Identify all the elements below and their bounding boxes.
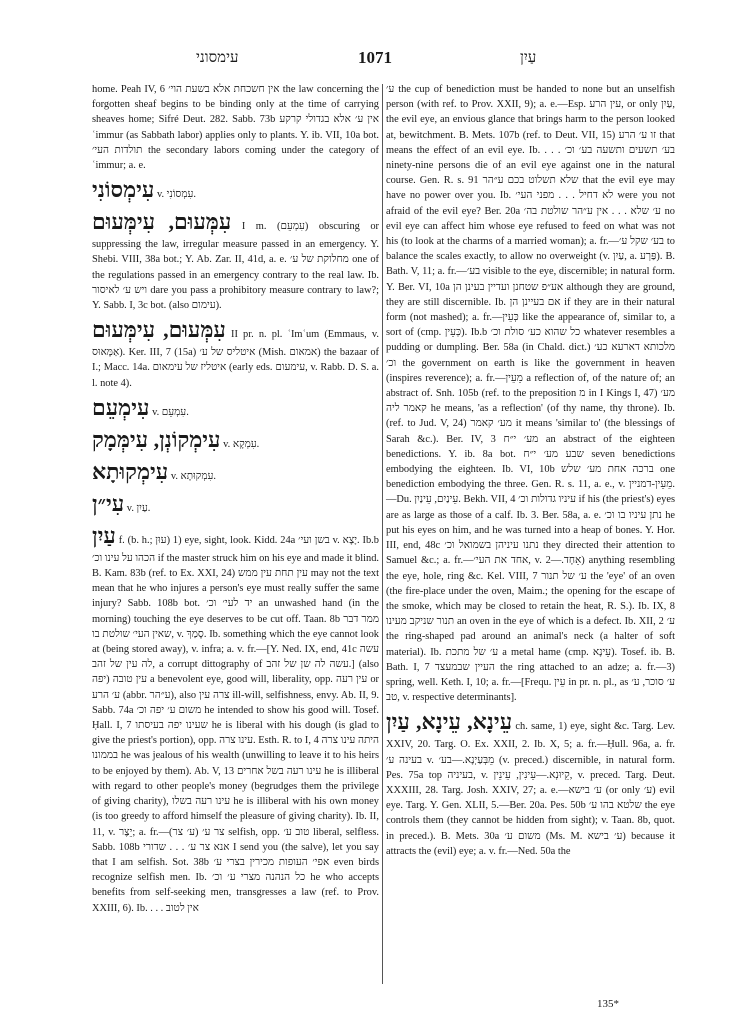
dictionary-entry (92, 175, 379, 205)
entry-text: ch. same, 1) eye, sight &c. Targ. Lev. XXIV, 20. Targ. O. Ex. XXII, 2. Ib. X, 5; a. fr.—Ḥull. 96a, a. fr. בעינה ע׳ v. מֵבְּעַיְנָא.—בע׳ (v. preced.) discernible, in natural form. Pes. 75a top בעיניה, v. קֵיוּנְא.—עֵינִין, עֵינֵין, v. preced. Targ. Deut. XXXIII, 28. Targ. Josh. XXIV, 27; a. e.—ע׳ בישא (or only ע׳) evil eye. Targ. Y. Gen. XLII, 5.—Ber. 20a. Pes. 50b שלטא בהו ע׳ the eye controls them (they cannot be hidden from sight); v. Taan. 8b, quot. in preced.). B. Mets. 30a משום ע׳ (Ms. M. ע׳ בישא) because it attracts the (evil) eye; a. v. fr.—Ned. 50a the (386, 721, 676, 857)
running-head-left: עימסוני (196, 50, 239, 66)
entry-text: v. עִמְקוּתָא. (170, 470, 216, 482)
headword: עִמְּעוּם, עִימְּעוּם (92, 209, 232, 235)
headword: עַיִן (92, 522, 116, 548)
dictionary-entry (92, 521, 379, 916)
page-number: 1071 (358, 48, 392, 67)
headword: עִימְעֵם (92, 394, 150, 420)
entry-continuation (386, 82, 675, 705)
dictionary-entry (92, 207, 379, 313)
left-column (92, 82, 379, 918)
entry-text: v. עִמְעֵם. (152, 406, 189, 418)
running-head-right: עַיִן (520, 50, 537, 66)
column-divider (382, 84, 383, 984)
dictionary-entry (92, 315, 379, 391)
dictionary-entry (92, 489, 379, 519)
entry-text: v. עִמְסוֹנִי. (156, 189, 196, 201)
headword: עִימְקוֹנְן, עִימְּמָק (92, 426, 221, 452)
headword: עִי״ן (92, 490, 125, 516)
entry-text: ע׳ the cup of benediction must be handed to none but an unselfish person (with ref. to Prov. XXII, 9); a. e.—Esp. עין הרע, or only עַיִן, the evil eye, an envious glance that brings harm to the person looked at, bewitchment. B. Mets. 107b (ref. to Deut. VII, 15) זו ע׳ הרע that means the effect of an evil eye. Ib. . . . בע׳ תשעים ותשעה בע׳ וכ׳ ninety-nine persons die of an evil eye against one in the natural course. Gen. R. s. 91 שלא תשלוט בכם ע״הר that the evil eye may have no power over you. Ib. לא דחיל . . . מפני העי׳ were you not afraid of the evil eye? Ber. 20a ע׳ שלא . . . אין ע״הר שולטת בה׳ no evil eye can affect him whose eye refused to feed on what was not his (to look at the charms of a married woman); a. fr.—בע׳ שקל ע׳ to balance the scales exactly, to allow no overweight (v. עַיִן, a. פַּרְע). B. Bath. V, 11; a. fr.—בע׳ visible to the eye, discernible; in natural form. Y. Ber. VI, 10a אע״פ שטחנן ועדיין בעינן הן although they are ground, they are still discernible. Ib. אם בעיינן הן if they are in their natural form (not mashed); a. fr.—כְּעֵין like the appearance of, similar to, a sort of (cmp. כְּעֵין). Ib.b כל שהוא כע׳ סולת וכ׳ whatever resembles a pudding or dumpling. Ber. 58a (in Chald. dict.) מלכותא דארעא כע׳ וכ׳ the government on earth is like the government in heaven (inspires reverence); a. fr.—מֵעֵין a reflection of, of the nature of; an abstract of. Snh. 105b (ref. to the preposition מ in I Kings I, 47) מע׳ קאמר ליה he means, 'as a reflection' (of thy name, thy throne). Ib. (ref. to Jud. V, 24) מע׳ קאמר it means 'similar to' (the blessings of Sarah &c.). Ber. IV, 3 מע׳ י״ח an abstract of the eighteen benedictions. Y. ib. 8a bot. שבע מע׳ י״ח seven benedictions embodying the eighteen. Ib. VI, 10b ברכה אחת מע׳ שלש one benediction embodying the three. Gen. R. s. 11, a. e., v. מֵעֵין-דמניין.—Du. עֵינַיִם, עֵינַיִן. Bekh. VII, 4 עיניו גדולות וכ׳ if his (the priest's) eyes are as large as those of a calf. Ib. 3. Ber. 58a, a. e. נתן עיניו בו וכ׳ he put his eyes on him, and he was turned into a heap of bones. Y. Hor. III, end, 48c נתנו עיניהן בשמואל וכ׳ they directed their attention to Samuel &c.; a. fr.—אחד את העי׳, v. אֵחָד.—2) anything resembling the eye, hole, ring &c. Kel. VIII, 7 ע׳ של תנור the 'eye' of an oven (the fire-place under the oven, Maim.; the opening for the escape of the smoke, which may be closed to retain the heat, R. S.). Ib. IX, 8 תנור שניקב מעינו an oven in the eye of which is a defect. Ib. XII, 2 ע׳ the ring-shaped pad around an animal's neck (a halter of soft material). Ib. ע׳ של מתכת a metal hame (cmp. עֵינָא). Tosef. ib. B. Bath. I, 7 העיין שבמעצד the ring attached to an adze; a. fr.—3) spring, well. Keth. I, 10; a. fr.—[Frequ. עֵין in pr. n. pl., as ע׳ סוכר, ע׳ טב, v. respective determinants]. (386, 84, 676, 704)
signature-mark: 135* (597, 998, 619, 1010)
entry-text: I m. (עִמְעֵם) obscuring or suppressing the law, irregular measure passed in an emergency. Y. Shebi. VIII, 38a bot.; Y. Ab. Zar. II, 41d, a. e. מחלוקת של ע׳ one of the regulations passed in an emergency contrary to the real law. Ib. ויש ע׳ לאיסור dare you pass a prohibitory measure contrary to law?; Y. Sabb. I, 3c bot. (also עימום). (92, 221, 380, 312)
entry-text: v. עִמְקָא. (223, 438, 260, 450)
headword: עֵינָא, עֵינָא, עַיִן (386, 709, 513, 735)
entry-continuation (92, 82, 379, 173)
page-header (0, 48, 750, 74)
entry-text: v. עַיִן. (126, 502, 151, 514)
entry-text: II pr. n. pl. ʿImʿum (Emmaus, v. אַמָּאוּס). Ker. III, 7 (15a) איטליס של ע׳ (Mish. אמאום) the bazaar of I.; Macc. 14a. איטליז של עימאום (early eds. עימעום, v. Rabb. D. S. a. l. note 4). (92, 329, 380, 389)
dictionary-entry (386, 707, 675, 859)
headword: עִמְּעוּם, עִימְּעוּם (92, 317, 226, 343)
entry-text: f. (b. h.; עוּן) 1) eye, sight, look. Kidd. 24a בשן ועי׳ v. יָצָא. Ib.b הכהו על עינו וכ׳ if the master struck him on his eye and made it blind. B. Kam. 83b (ref. to Ex. XXI, 24) עין תחת עין ממש may not the text mean that he who injures a person's eye must really suffer the same injury? Sabb. 108b bot. יד לעי׳ וכ׳ an unwashed hand (in the morning) touching the eye deserves to be cut off. Taan. 8b ממר דבר שאין העי׳ שולטת בו, v. סָמַךְ. Ib. something which the eye cannot look at (being stored away), v. infra; a. v. fr.—[Y. Ned. IX, end, 41c עשה לה עין של זהב, a corrupt dittography of עשה לה שן של זהב.] (also יפה) עין טובה a benevolent eye, good will, liberality, opp. עין רעה or ע׳ הרע (abbr. ע״הר), also צרה עין ill-will, selfishness, envy. Ab. II, 9. Sabb. 74a משום ע׳ יפה וכ׳ he intended to show his good will. Tosef. Ḥall. I, 7 שעינו יפה בעיסתו he is liberal with his dough (is glad to give the priest's portion), opp. עינו צרה. Esth. R. to I, 4 היתה עינו צרה בממונו he was jealous of his wealth (unwilling to leave it to his heirs to be enjoyed by them). Ab. V, 13 עינו רעה בשל אחרים he is illiberal with regard to other people's money (begrudges them the privilege of giving charity), עינו רעה בשלו he is illiberal with his own money (is too greedy to afford himself the pleasure of giving charity). Ib. II, 11, v. יֵצֶר; a. fr.—(ע׳ צר) צר ע׳ selfish, opp. טוב ע׳ liberal, selfless. Sabb. 108b אנא צר ע׳ . . . שדורי I send you (the salve), let you say that I am selfish. Sot. 38b אפי׳ העופות מכירין בצרי ע׳ even birds recognize selfish men. Ib. כל הנהנה מצרי ע׳ וכ׳ he who accepts benefits from self-seeking men, transgresses a law (ref. to Prov. XXIII, 6). Ib. . . . אין לטוב (92, 534, 380, 914)
headword: עִימְקוּתָא (92, 458, 169, 484)
dictionary-entry (92, 457, 379, 487)
headword: עִימְסוֹנִי (92, 177, 155, 203)
entry-text: home. Peah IV, 6 אין חשכחת אלא בשעת הוי׳ the law concerning the forgotten sheaf begins to be binding only at the time of carrying sheaves home; Sifré Deut. 282. Sabb. 73b אין ע׳ אלא בגדולי קרקע ʿimmur (as Sabbath labor) applies only to plants. Y. ib. VII, 10a bot. תולדות העי׳ the secondary labors coming under the category of ʿimmur; a. e. (92, 84, 379, 172)
dictionary-entry (92, 393, 379, 423)
dictionary-entry (92, 425, 379, 455)
right-column (386, 82, 675, 861)
